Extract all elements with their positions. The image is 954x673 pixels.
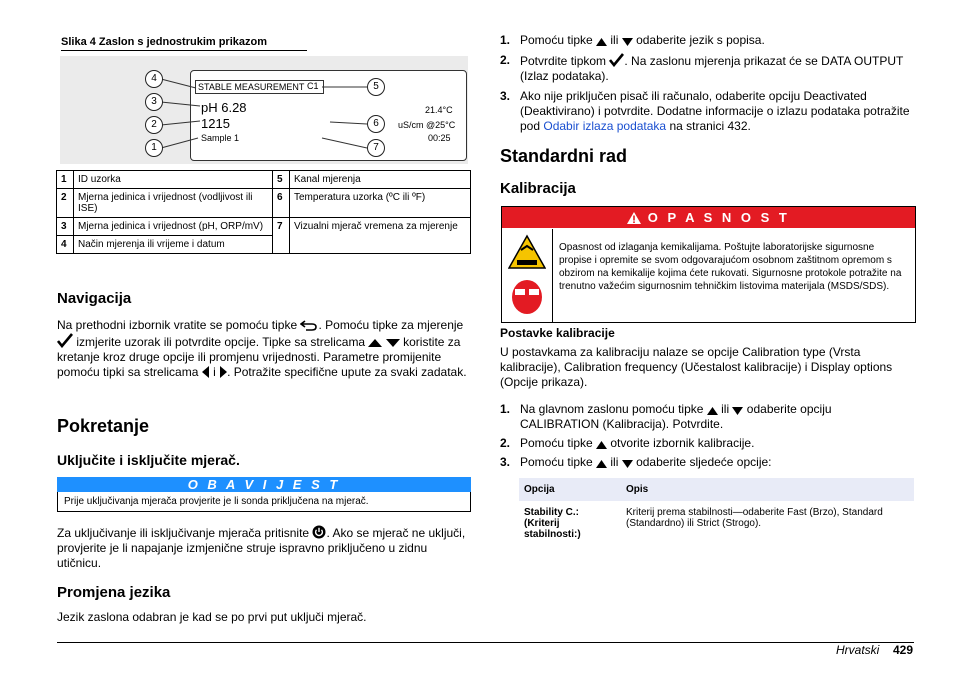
power-icon — [312, 525, 326, 539]
legend-num: 2 — [57, 189, 74, 218]
legend-text: Način mjerenja ili vrijeme i datum — [74, 236, 273, 254]
nav-paragraph — [57, 318, 467, 380]
callout-7: 7 — [367, 139, 385, 157]
checkmark-key-icon — [609, 53, 624, 67]
callout-1: 1 — [145, 139, 163, 157]
figure-caption: Slika 4 Zaslon s jednostrukim prikazom — [61, 36, 307, 51]
step-text: Pomoću tipke — [520, 436, 593, 450]
list-item — [500, 402, 912, 432]
step-text: odaberite opciju CALIBRATION (Kalibracija). Potvrdite. — [520, 402, 832, 431]
lcd-timer: 00:25 — [428, 133, 451, 143]
startup-subheading: Uključite i isključite mjerač. — [57, 452, 240, 468]
option-description: Kriterij prema stabilnosti—odaberite Fast (Brzo), Standard (Standardno) ili Strict (Strogo). — [626, 507, 883, 529]
notice-box — [57, 477, 471, 512]
legend-table — [56, 170, 471, 254]
warning-icon — [627, 212, 641, 224]
back-key-icon — [300, 319, 318, 331]
options-table — [519, 478, 914, 546]
chemical-hazard-icon — [508, 234, 546, 270]
legend-text: Kanal mjerenja — [290, 171, 471, 189]
lcd-conductivity-value: 1215 — [201, 116, 230, 131]
page-number: 429 — [893, 643, 914, 657]
nav-text: . Potražite specifične upute za svaki zadatak. — [227, 365, 467, 379]
step-text: ili — [607, 455, 619, 469]
legend-num: 6 — [273, 189, 290, 218]
nav-text: i — [209, 365, 216, 379]
danger-header — [502, 207, 915, 228]
step-text: Pomoću tipke — [520, 455, 593, 469]
calibration-heading: Kalibracija — [500, 180, 576, 197]
step-text: ili — [607, 33, 619, 47]
list-item — [500, 89, 912, 134]
legend-text: Vizualni mjerač vremena za mjerenje — [290, 218, 471, 254]
standard-heading: Standardni rad — [500, 146, 628, 166]
step-text: Na glavnom zaslonu pomoću tipke — [520, 402, 704, 416]
step-number: 3. — [500, 89, 511, 103]
callout-4: 4 — [145, 70, 163, 88]
legend-row — [57, 171, 471, 189]
language-paragraph: Jezik zaslona odabran je kad se po prvi put uključi mjerač. — [57, 610, 367, 624]
legend-row — [57, 189, 471, 218]
danger-text: Opasnost od izlaganja kemikalijama. Poštujte laboratorijske sigurnosne propise i opremite se svom odgovarajućom osobnom zaštitnom opremom s obzirom na kemikalije kojima ćete rukovati. Sigurnosne protokole potražite na trenutno važećim sigurnosnim tehničkim listovima materijala (MSDS/SDS). — [559, 242, 902, 292]
step-text: Potvrdite tipkom — [520, 54, 607, 68]
lcd-temperature: 21.4°C — [425, 105, 453, 115]
list-item — [500, 455, 912, 470]
arrow-down-icon — [732, 407, 743, 415]
legend-num: 4 — [57, 236, 74, 254]
step-text: ili — [717, 402, 730, 416]
startup-text: Za uključivanje ili isključivanje mjerača pritisnite — [57, 526, 310, 540]
lcd-ph-value: pH 6.28 — [201, 100, 247, 115]
callout-3: 3 — [145, 93, 163, 111]
step-text: otvorite izbornik kalibracije. — [607, 436, 755, 450]
footer-rule — [57, 642, 914, 643]
arrow-right-icon — [219, 366, 227, 378]
lcd-sample-id: Sample 1 — [201, 133, 240, 143]
table-row — [519, 501, 914, 546]
legend-text: Mjerna jedinica i vrijednost (vodljivost ili ISE) — [74, 189, 273, 218]
nav-heading: Navigacija — [57, 290, 132, 307]
arrow-up-icon — [596, 441, 607, 449]
language-heading: Promjena jezika — [57, 584, 171, 601]
danger-box — [501, 206, 916, 323]
legend-num: 1 — [57, 171, 74, 189]
step-text: Pomoću tipke — [520, 33, 593, 47]
lcd-mode-label: STABLE MEASUREMENT — [195, 80, 324, 94]
column-header: Opis — [621, 478, 914, 501]
legend-num: 5 — [273, 171, 290, 189]
option-name: Stability C.: (Kriterij stabilnosti:) — [524, 507, 581, 540]
legend-num: 7 — [273, 218, 290, 254]
data-output-link[interactable]: Odabir izlaza podataka — [543, 119, 667, 133]
arrow-up-icon — [707, 407, 718, 415]
danger-icons — [502, 229, 553, 322]
startup-heading: Pokretanje — [57, 416, 150, 436]
lcd-channel: C1 — [307, 81, 319, 91]
arrow-down-icon — [622, 38, 633, 46]
notice-header: O B A V I J E S T — [57, 477, 471, 492]
table-header-row — [519, 478, 914, 501]
arrow-up-icon — [596, 460, 607, 468]
callout-6: 6 — [367, 115, 385, 133]
language-steps — [500, 33, 912, 134]
step-number: 3. — [500, 455, 511, 469]
calibration-steps — [500, 402, 912, 470]
protective-goggles-icon — [510, 277, 544, 315]
legend-num: 3 — [57, 218, 74, 236]
settings-paragraph: U postavkama za kalibraciju nalaze se opcije Calibration type (Vrsta kalibracije), Calibration frequency (Učestalost kalibracije) i Display options (Opcije prikaza). — [500, 345, 893, 389]
lcd-unit: uS/cm @25°C — [398, 120, 456, 130]
startup-text: . Ako se mjerač ne uključi, provjerite je li napajanje izmjenične struje ispravno priključeno u zidnu utičnicu. — [57, 526, 466, 570]
nav-text: koristite za kretanje kroz druge opcije ili promjenu vrijednosti. Parametre promijenite pomoću tipki sa strelicama — [57, 335, 461, 379]
nav-text: . Pomoću tipke za mjerenje — [318, 318, 464, 332]
danger-title: O P A S N O S T — [647, 210, 790, 225]
startup-paragraph — [57, 525, 469, 571]
settings-heading: Postavke kalibracije — [500, 326, 615, 340]
step-text: odaberite jezik s popisa. — [632, 33, 765, 47]
arrow-left-icon — [202, 366, 210, 378]
step-text: . Na zaslonu mjerenja prikazat će se DATA OUTPUT (Izlaz podataka). — [520, 54, 904, 83]
callout-5: 5 — [367, 78, 385, 96]
footer-language: Hrvatski — [836, 643, 880, 657]
callout-2: 2 — [145, 116, 163, 134]
arrow-up-icon — [596, 38, 607, 46]
notice-body: Prije uključivanja mjerača provjerite je li sonda priključena na mjerač. — [57, 492, 471, 512]
step-number: 1. — [500, 33, 511, 47]
step-text: Ako nije priključen pisač ili računalo, odaberite opciju Deactivated (Deaktivirano) i potvrdite. Dodatne informacije o izlazu podataka potražite pod — [520, 89, 910, 133]
legend-row — [57, 218, 471, 236]
legend-text: Mjerna jedinica i vrijednost (pH, ORP/mV) — [74, 218, 273, 236]
list-item — [500, 436, 912, 451]
arrow-down-icon — [622, 460, 633, 468]
list-item — [500, 33, 912, 48]
list-item — [500, 53, 912, 84]
step-number: 2. — [500, 436, 511, 450]
legend-text: Temperatura uzorka (ºC ili ºF) — [290, 189, 471, 218]
step-text: na stranici 432. — [666, 119, 751, 133]
step-number: 1. — [500, 402, 511, 416]
callout-lines — [60, 56, 468, 164]
step-number: 2. — [500, 53, 511, 67]
legend-text: ID uzorka — [74, 171, 273, 189]
step-text: odaberite sljedeće opcije: — [632, 455, 772, 469]
arrow-down-icon — [386, 338, 400, 348]
arrow-up-icon — [368, 338, 382, 348]
display-figure — [60, 56, 468, 164]
nav-text: izmjerite uzorak ili potvrdite opcije. Tipke sa strelicama — [73, 335, 366, 349]
nav-text: Na prethodni izbornik vratite se pomoću tipke — [57, 318, 298, 332]
column-header: Opcija — [519, 478, 621, 501]
checkmark-key-icon — [57, 333, 73, 348]
